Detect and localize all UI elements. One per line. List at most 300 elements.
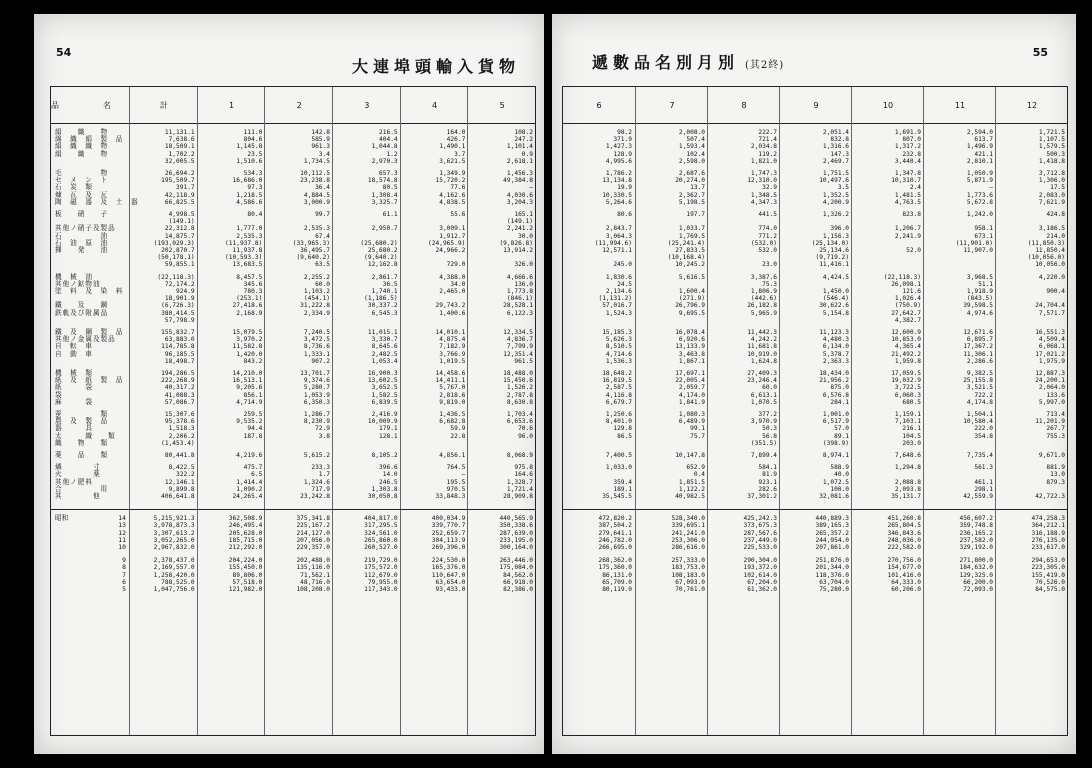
table-cell: 729.0 xyxy=(446,261,466,269)
table-cell: 81.9 xyxy=(762,471,777,479)
table-cell: 1,830.6 xyxy=(605,273,632,281)
table-cell: 8,645.6 xyxy=(371,343,398,351)
table-cell: 30,337.2 xyxy=(367,302,398,310)
table-cell: 3,722.5 xyxy=(894,384,921,392)
table-cell: 17,059.5 xyxy=(891,370,921,377)
total-cell: 155,419.0 xyxy=(1031,571,1065,579)
item-label: 太 織 類 xyxy=(55,431,116,440)
total-cell: 279,641.1 xyxy=(598,529,632,537)
table-cell: 80.4 xyxy=(247,211,263,218)
month-column-8 xyxy=(707,87,780,735)
table-cell: 6,489.9 xyxy=(678,418,705,426)
table-cell: 426.7 xyxy=(446,136,466,144)
table-cell: 404.4 xyxy=(379,136,398,144)
total-cell: 362,508.9 xyxy=(228,515,263,523)
table-cell: 26,694.2 xyxy=(164,170,195,177)
table-cell: 961.5 xyxy=(514,357,533,365)
table-cell: 15,307.6 xyxy=(164,411,195,418)
table-cell: 1,070.5 xyxy=(750,398,777,406)
table-cell: 233.3 xyxy=(311,464,330,472)
table-cell: 8,510.5 xyxy=(605,343,632,351)
table-cell: 713.4 xyxy=(1046,411,1065,418)
total-cell: 84,575.0 xyxy=(1035,586,1065,593)
table-cell: (33,965.3) xyxy=(292,239,330,247)
table-cell: 8,230.9 xyxy=(303,418,330,426)
total-cell: 287,639.0 xyxy=(499,529,533,537)
table-cell: 1,691.9 xyxy=(894,129,921,136)
table-cell: 1,250.6 xyxy=(605,411,632,418)
total-cell: 241,241.0 xyxy=(671,529,705,537)
total-cell: 300,164.0 xyxy=(499,544,533,551)
total-cell: 346,843.6 xyxy=(887,529,921,537)
month-column-header: 1 xyxy=(228,100,235,110)
table-cell: 25,680.2 xyxy=(367,247,398,254)
table-cell: 24,265.4 xyxy=(232,493,263,500)
table-cell: 4,174.8 xyxy=(966,398,993,406)
table-cell: 1,072.5 xyxy=(822,478,849,486)
table-cell: 11,442.3 xyxy=(747,329,777,336)
item-label: 塗 料 及 染 料 xyxy=(55,287,124,295)
table-cell: 1,418.8 xyxy=(1038,157,1065,165)
table-cell: 2,286.6 xyxy=(966,357,993,365)
table-cell: 4,424.5 xyxy=(822,273,849,281)
total-cell: 265,804.5 xyxy=(887,522,921,530)
table-cell: — xyxy=(529,184,533,192)
table-cell: 1,001.0 xyxy=(822,411,849,418)
table-cell: 2,970.3 xyxy=(371,157,398,165)
table-cell: 60.0 xyxy=(762,384,777,392)
table-cell: 33,848.3 xyxy=(435,493,466,500)
table-cell: 27,833.5 xyxy=(675,247,705,254)
item-label: 自 転 車 xyxy=(55,342,93,351)
total-cell: 528,340.0 xyxy=(671,515,705,523)
table-cell: (1,186.5) xyxy=(364,295,398,303)
total-cell: 788,525.0 xyxy=(161,578,195,586)
table-cell: 57,798.9 xyxy=(164,316,195,324)
table-cell: 155,832.7 xyxy=(161,329,195,336)
table-cell: 5,616.5 xyxy=(678,273,705,281)
total-cell: 175,084.0 xyxy=(499,564,533,572)
table-cell: 1,122.2 xyxy=(678,485,705,493)
item-label: 其他ノ肥料 xyxy=(55,477,93,486)
table-cell: 6,613.1 xyxy=(750,391,777,399)
table-cell: 3.7 xyxy=(454,150,466,158)
total-cell: 263,446.0 xyxy=(499,557,533,565)
table-cell: 17,367.2 xyxy=(963,343,993,351)
table-cell: 421.1 xyxy=(974,150,993,158)
table-cell: (11,901.0) xyxy=(955,239,993,247)
item-label: 絹 織 織 物 xyxy=(55,142,109,151)
table-cell: 2,416.9 xyxy=(371,411,398,418)
table-cell: 326.0 xyxy=(514,261,533,269)
table-cell: 2,088.8 xyxy=(894,478,921,486)
table-cell: 3,186.5 xyxy=(1038,225,1065,233)
table-cell: 27,409.3 xyxy=(747,370,777,377)
table-cell: 4,220.0 xyxy=(1038,273,1065,281)
table-cell: 441.5 xyxy=(758,211,777,218)
table-cell: 1,777.0 xyxy=(236,225,263,233)
table-cell: 3.4 xyxy=(318,150,330,158)
table-cell: 1,918.9 xyxy=(966,288,993,295)
month-column-header: 10 xyxy=(882,100,894,110)
table-cell: 1,867.1 xyxy=(678,357,705,365)
item-label: 薬 品 類 xyxy=(55,451,109,459)
table-cell: 1,821.0 xyxy=(750,157,777,165)
total-cell: 265,860.0 xyxy=(364,536,398,544)
table-cell: (843.5) xyxy=(966,295,993,303)
table-cell: (9,826.8) xyxy=(499,239,533,247)
total-cell: 110,647.0 xyxy=(431,571,466,579)
total-cell: 3,307,613.2 xyxy=(153,529,195,537)
table-cell: 1,751.5 xyxy=(822,170,849,177)
table-cell: 80.5 xyxy=(382,184,398,192)
table-cell: 11,850.4 xyxy=(1035,247,1065,254)
table-cell: (6,726.3) xyxy=(161,302,195,310)
table-cell: (10,056.0) xyxy=(1027,254,1065,262)
table-cell: 5,280.7 xyxy=(303,384,330,392)
total-cell: 248,036.0 xyxy=(887,536,921,544)
table-cell: 2,241.2 xyxy=(506,225,533,233)
table-cell: 284.1 xyxy=(830,398,849,406)
item-label: 綿 織 絹 製 品 xyxy=(55,135,124,144)
table-cell: 89.1 xyxy=(834,432,849,440)
left-table xyxy=(50,86,536,736)
table-cell: 354.8 xyxy=(974,432,993,440)
total-cell: 108,208.0 xyxy=(296,586,330,593)
table-cell: 6,653.6 xyxy=(506,418,533,426)
table-cell: 21,956.2 xyxy=(819,377,849,385)
table-cell: 1,518.3 xyxy=(168,425,195,433)
table-cell: 1,050.9 xyxy=(966,170,993,177)
total-cell: 5,215,921.3 xyxy=(153,515,195,523)
table-cell: 4,116.8 xyxy=(605,391,632,399)
table-cell: 6,517.9 xyxy=(822,418,849,426)
item-label: 火 薬 xyxy=(55,470,101,479)
table-cell: 1,347.8 xyxy=(894,170,921,177)
month-column-header: 6 xyxy=(596,100,602,110)
table-cell: 1,352.5 xyxy=(822,191,849,199)
table-cell: 3,521.5 xyxy=(966,384,993,392)
table-cell: 1,806.9 xyxy=(750,288,777,295)
table-cell: 104.5 xyxy=(902,432,921,440)
total-cell: 451,260.8 xyxy=(887,515,921,523)
table-cell: 534.3 xyxy=(243,170,263,177)
table-cell: 588.9 xyxy=(830,464,849,472)
table-cell: 6.5 xyxy=(251,471,263,479)
table-cell: 5,672.8 xyxy=(966,198,993,206)
table-cell: 16,078.4 xyxy=(675,329,705,336)
table-cell: 21,492.2 xyxy=(891,350,921,358)
table-cell: (9,640.2) xyxy=(296,254,330,262)
table-cell: 80.6 xyxy=(617,211,632,218)
table-cell: 11,416.1 xyxy=(819,261,849,269)
table-cell: 1,624.8 xyxy=(750,357,777,365)
total-cell: 271,800.0 xyxy=(959,557,993,565)
table-cell: 585.9 xyxy=(311,136,330,144)
table-cell: 1,536.3 xyxy=(605,357,632,365)
total-cell: 246,782.0 xyxy=(598,536,632,544)
table-cell: (750.9) xyxy=(894,302,921,310)
table-cell: 10,330.5 xyxy=(602,191,632,199)
table-cell: 11,937.8 xyxy=(232,247,263,254)
total-cell: 64,333.0 xyxy=(891,578,921,586)
table-cell: (454.1) xyxy=(303,295,330,303)
table-cell: 391.7 xyxy=(176,184,195,192)
total-cell: 71,562.1 xyxy=(300,571,330,579)
table-cell: 2,241.9 xyxy=(894,232,921,240)
table-cell: 10,245.2 xyxy=(675,261,705,269)
table-cell: 80,441.8 xyxy=(164,452,195,459)
table-cell: 1,053.4 xyxy=(371,357,398,365)
table-cell: 4,838.5 xyxy=(439,198,466,206)
total-cell: 251,876.0 xyxy=(815,557,849,565)
table-cell: 70.6 xyxy=(518,425,533,433)
table-cell: 1,400.6 xyxy=(439,309,466,317)
table-cell: 780.3 xyxy=(243,288,263,295)
table-cell: 11,681.8 xyxy=(747,343,777,351)
table-cell: 18,574.8 xyxy=(367,177,398,185)
total-cell: 375,341.8 xyxy=(296,515,330,523)
table-cell: 13,134.8 xyxy=(602,177,632,185)
table-cell: 60.0 xyxy=(315,280,330,288)
table-cell: 1,019.5 xyxy=(439,357,466,365)
table-cell: 1,851.5 xyxy=(678,478,705,486)
table-cell: 32,081.6 xyxy=(819,493,849,500)
table-cell: (149.1) xyxy=(506,218,533,226)
item-label: 麻 袋 xyxy=(55,397,93,406)
table-cell: 7,400.5 xyxy=(605,452,632,459)
table-cell: 9,695.5 xyxy=(678,309,705,317)
table-cell: 194,286.5 xyxy=(161,370,195,377)
table-cell: 500.3 xyxy=(1046,150,1065,158)
table-cell: 2,064.0 xyxy=(1038,384,1065,392)
table-cell: 1,326.2 xyxy=(822,211,849,218)
table-cell: 2,034.8 xyxy=(750,143,777,151)
table-cell: 12,887.3 xyxy=(1035,370,1065,377)
table-cell: 29,743.2 xyxy=(435,302,466,310)
total-cell: 317,295.5 xyxy=(364,522,398,530)
table-cell: 18,434.0 xyxy=(819,370,849,377)
table-cell: 203.0 xyxy=(902,439,921,447)
total-cell: 61,362.0 xyxy=(747,586,777,593)
total-cell: 135,116.0 xyxy=(296,564,330,572)
table-cell: 7,799.9 xyxy=(506,343,533,351)
table-cell: 7,103.1 xyxy=(894,418,921,426)
item-label: 鐵 及 鋼 xyxy=(55,301,109,310)
table-cell: 1,734.5 xyxy=(303,157,330,165)
total-cell: 212,292.0 xyxy=(228,544,263,551)
table-cell: 9,535.2 xyxy=(236,418,263,426)
table-cell: 27,642.7 xyxy=(891,309,921,317)
table-cell: 9,374.6 xyxy=(303,377,330,385)
table-cell: 35,131.7 xyxy=(891,493,921,500)
table-cell: 22,312.8 xyxy=(164,225,195,233)
table-cell: 222,268.9 xyxy=(161,377,195,385)
total-cell: 237,582.0 xyxy=(959,536,993,544)
year-label: 13 xyxy=(118,521,126,530)
table-cell: 12,600.9 xyxy=(891,329,921,336)
month-column-header: 2 xyxy=(296,100,302,110)
month-column-9 xyxy=(779,87,852,735)
item-label: 紙 及 紙 製 品 xyxy=(55,376,124,385)
table-cell: 7,648.6 xyxy=(894,452,921,459)
table-cell: 1,349.9 xyxy=(439,170,466,177)
year-label: 5 xyxy=(122,585,126,593)
table-cell: 17,697.1 xyxy=(675,370,705,377)
item-label: 袋 xyxy=(55,390,63,399)
table-cell: 202,870.7 xyxy=(161,247,195,254)
table-cell: 57.0 xyxy=(834,425,849,433)
month-column-2 xyxy=(264,87,333,735)
table-cell: 843.2 xyxy=(243,357,263,365)
total-cell: 260,527.0 xyxy=(364,544,398,551)
table-cell: 15,079.5 xyxy=(232,329,263,336)
total-cell: 112,679.0 xyxy=(364,571,398,579)
table-cell: 359.4 xyxy=(613,478,632,486)
total-cell: 48,716.0 xyxy=(300,578,330,586)
month-column-header: 12 xyxy=(1026,100,1038,110)
table-cell: 2,469.7 xyxy=(822,157,849,165)
table-cell: 30,622.6 xyxy=(819,302,849,310)
year-label: 14 xyxy=(118,514,126,523)
table-cell: 1,090.2 xyxy=(236,485,263,493)
table-cell: 1,242.0 xyxy=(966,211,993,218)
table-cell: 1,747.3 xyxy=(750,170,777,177)
total-cell: 60,206.0 xyxy=(891,586,921,593)
table-cell: 9,205.6 xyxy=(236,384,263,392)
total-cell: 329,192.0 xyxy=(959,544,993,551)
table-cell: 42,722.3 xyxy=(1035,493,1065,500)
table-cell: 4,884.5 xyxy=(303,191,330,199)
table-cell: 72.9 xyxy=(315,425,330,433)
table-cell: 86.5 xyxy=(617,432,632,440)
table-cell: 6,679.7 xyxy=(605,398,632,406)
table-cell: 1,317.2 xyxy=(894,143,921,151)
table-cell: 72,174.2 xyxy=(164,280,195,288)
table-cell: (442.6) xyxy=(750,295,777,303)
table-cell: 2,618.1 xyxy=(506,157,533,165)
table-cell: 1,316.6 xyxy=(822,143,849,151)
table-cell: 2,255.2 xyxy=(303,273,330,281)
table-cell: 5,997.0 xyxy=(1038,398,1065,406)
table-cell: 958.1 xyxy=(974,225,993,233)
table-cell: (1,131.2) xyxy=(598,295,632,303)
total-cell: 65,709.0 xyxy=(602,578,632,586)
table-cell: 128.1 xyxy=(379,432,398,440)
table-cell: 1,526.2 xyxy=(506,384,533,392)
table-cell: 4,714.6 xyxy=(605,350,632,358)
table-cell: 24,200.1 xyxy=(1035,377,1065,385)
total-cell: 72,093.0 xyxy=(963,586,993,593)
table-cell: 1,080.3 xyxy=(678,411,705,418)
total-cell: 257,333.0 xyxy=(671,557,705,565)
table-cell: 1,145.8 xyxy=(236,143,263,151)
table-cell: 14.0 xyxy=(382,471,398,479)
table-cell: 2,059.7 xyxy=(678,384,705,392)
table-cell: 1,769.5 xyxy=(678,232,705,240)
table-cell: 121.6 xyxy=(902,288,921,295)
total-cell: 175,360.0 xyxy=(598,564,632,572)
total-cell: 224,530.0 xyxy=(431,557,466,565)
total-cell: 253,306.0 xyxy=(671,536,705,544)
table-cell: 16,819.5 xyxy=(602,377,632,385)
table-cell: 970.5 xyxy=(446,485,466,493)
table-cell: 4,480.3 xyxy=(822,336,849,344)
table-cell: 67.4 xyxy=(315,232,330,240)
total-cell: 294,653.0 xyxy=(1031,557,1065,565)
table-cell: 16,900.3 xyxy=(367,370,398,377)
item-label: 絹 織 物 xyxy=(55,149,109,158)
item-label: 絹 織 物 xyxy=(55,128,109,136)
total-cell: 324,561.0 xyxy=(364,529,398,537)
total-cell: 223,305.0 xyxy=(1031,564,1065,572)
table-cell: 3,064.3 xyxy=(605,232,632,240)
table-cell: 4,666.6 xyxy=(506,273,533,281)
total-cell: 2,378,437.0 xyxy=(153,557,195,565)
item-label: 蚕 類 xyxy=(55,410,109,418)
table-cell: 216.5 xyxy=(379,129,398,136)
total-cell: 316,188.9 xyxy=(1031,529,1065,537)
item-label: 機 械 油 xyxy=(55,272,93,281)
table-cell: 923.1 xyxy=(758,478,777,486)
table-cell: 165.1 xyxy=(514,211,533,218)
table-cell: 396.0 xyxy=(830,225,849,233)
table-cell: 1,303.8 xyxy=(371,485,398,493)
table-cell: 222.7 xyxy=(758,129,777,136)
item-label: 石 油 原 油 xyxy=(55,238,109,247)
table-cell: 18,498.7 xyxy=(164,357,195,365)
table-cell: 807.0 xyxy=(902,136,921,144)
table-cell: 13.7 xyxy=(690,184,705,192)
total-cell: 440,565.9 xyxy=(499,515,533,523)
table-cell: 721.4 xyxy=(758,136,777,144)
table-cell: 42,118.9 xyxy=(164,191,195,199)
table-cell: 15,185.3 xyxy=(602,329,632,336)
table-cell: 1,959.8 xyxy=(894,357,921,365)
table-cell: 10,853.0 xyxy=(891,336,921,344)
table-cell: 804.6 xyxy=(243,136,263,144)
table-cell: 1,600.4 xyxy=(678,288,705,295)
month-column-計 xyxy=(129,87,198,735)
total-cell: 219,729.0 xyxy=(364,557,398,565)
table-cell: 371.9 xyxy=(613,136,632,144)
item-label: 紙 袋 xyxy=(55,383,93,392)
total-cell: 165,376.0 xyxy=(431,564,466,572)
table-cell: 129.8 xyxy=(613,425,632,433)
table-cell: 4,162.6 xyxy=(439,191,466,199)
table-cell: 1,033.0 xyxy=(605,464,632,472)
table-cell: 59.9 xyxy=(450,425,466,433)
table-cell: 1,107.5 xyxy=(1038,136,1065,144)
label-column-header: 品 名 xyxy=(51,100,129,110)
year-label: 9 xyxy=(122,556,126,565)
table-cell: (1,453.4) xyxy=(161,439,195,447)
table-cell: 25,155.8 xyxy=(963,377,993,385)
table-cell: 179.1 xyxy=(379,425,398,433)
table-cell: (10,593.3) xyxy=(225,254,263,262)
table-cell: 142.8 xyxy=(311,129,330,136)
total-cell: 70,761.0 xyxy=(675,586,705,593)
table-cell: 14,458.6 xyxy=(435,370,466,377)
total-cell: 202,488.0 xyxy=(296,557,330,565)
total-cell: 66,918.0 xyxy=(503,578,533,586)
label-column xyxy=(51,87,139,735)
table-cell: 961.3 xyxy=(311,143,330,151)
table-cell: 1,206.7 xyxy=(894,225,921,233)
table-cell: 40,982.5 xyxy=(675,493,705,500)
month-column-header: 7 xyxy=(669,100,675,110)
table-cell: 4,200.9 xyxy=(822,198,849,206)
